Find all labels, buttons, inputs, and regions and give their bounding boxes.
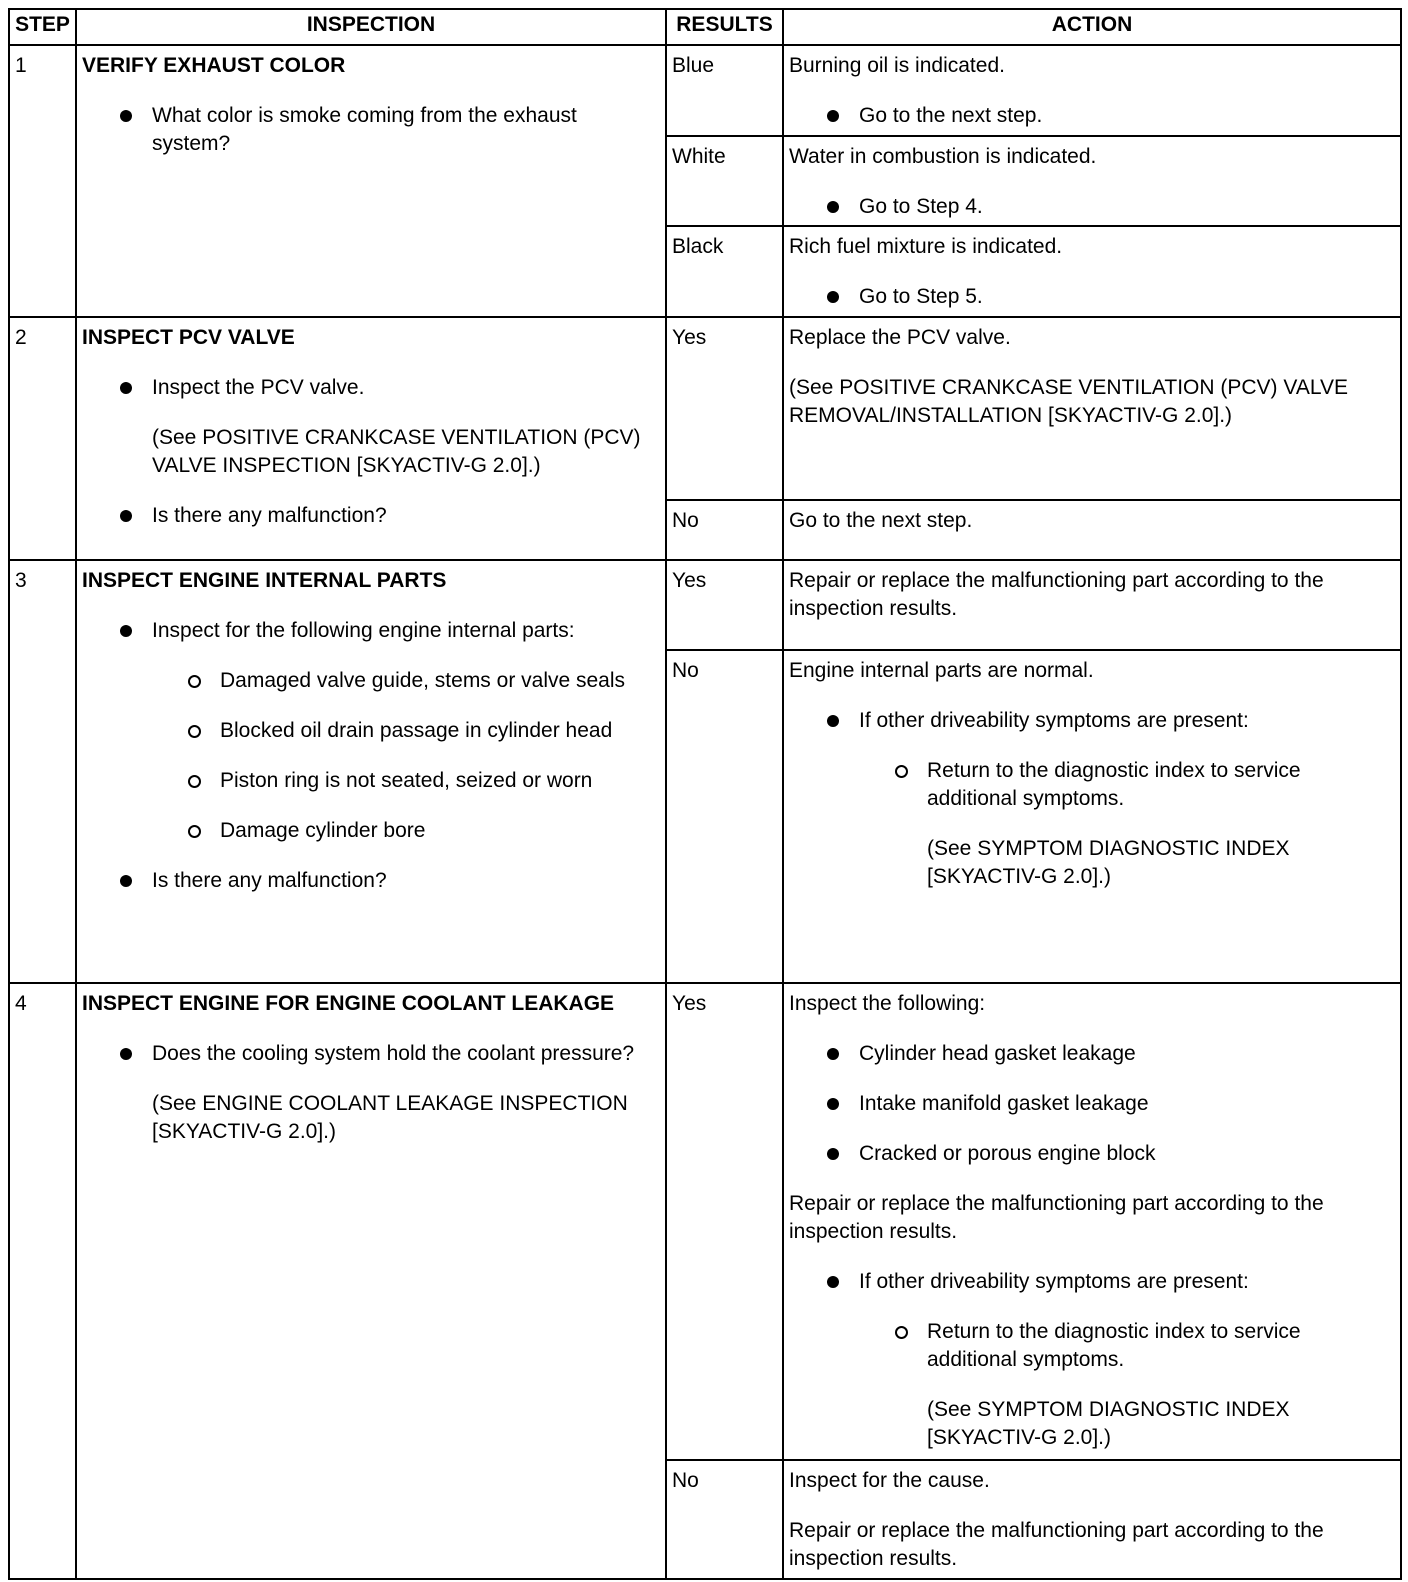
- circle-bullet-icon: [188, 775, 201, 788]
- diagnostic-table: [8, 8, 1402, 1580]
- list-item: Inspect the PCV valve.: [82, 374, 660, 402]
- step-number: 2: [9, 317, 76, 561]
- step-title: INSPECT ENGINE FOR ENGINE COOLANT LEAKAGE: [82, 992, 615, 1016]
- list-item: Go to Step 5.: [789, 283, 1395, 311]
- bullet-icon: [827, 1276, 839, 1288]
- inspection-cell: [76, 317, 666, 561]
- action-cell: Go to the next step.: [783, 500, 1401, 560]
- bullet-icon: [827, 110, 839, 122]
- table-row: [9, 560, 1401, 650]
- inspection-cell: [76, 560, 666, 983]
- sub-list-item: Return to the diagnostic index to service additional symptoms.: [789, 1318, 1395, 1374]
- action-cell: Water in combustion is indicated. Go to Step 4.: [783, 136, 1401, 227]
- bullet-icon: [827, 1148, 839, 1160]
- action-cell: Repair or replace the malfunctioning part according to the inspection results.: [783, 560, 1401, 650]
- bullet-icon: [827, 1098, 839, 1110]
- sub-list-item: Piston ring is not seated, seized or worn: [82, 767, 660, 795]
- reference-text: (See SYMPTOM DIAGNOSTIC INDEX [SKYACTIV-G 2.0].): [927, 1398, 1290, 1450]
- circle-bullet-icon: [188, 725, 201, 738]
- action-cell: Engine internal parts are normal. If other driveability symptoms are present: Return to the diagnostic index to service additional symptoms. (See SYMPTOM DIAGNOSTIC INDEX [SKYACTIV-G 2.0].): [783, 650, 1401, 983]
- step-title: INSPECT ENGINE INTERNAL PARTS: [82, 569, 447, 593]
- bullet-icon: [120, 382, 132, 394]
- table-row: [9, 983, 1401, 1460]
- header-step: STEP: [9, 9, 76, 45]
- sub-list-item: Damage cylinder bore: [82, 817, 660, 845]
- header-results: RESULTS: [666, 9, 783, 45]
- table-row: [9, 45, 1401, 136]
- result-cell: Blue: [666, 45, 783, 136]
- action-cell: Replace the PCV valve. (See POSITIVE CRANKCASE VENTILATION (PCV) VALVE REMOVAL/INSTALLATION [SKYACTIV-G 2.0].): [783, 317, 1401, 500]
- list-item: Intake manifold gasket leakage: [789, 1090, 1395, 1118]
- step-title: INSPECT PCV VALVE: [82, 325, 295, 349]
- bullet-icon: [120, 1048, 132, 1060]
- list-item: Go to the next step.: [789, 102, 1395, 130]
- sub-list-item: Damaged valve guide, stems or valve seals: [82, 667, 660, 695]
- result-cell: Black: [666, 226, 783, 317]
- header-action: ACTION: [783, 9, 1401, 45]
- reference-text: (See POSITIVE CRANKCASE VENTILATION (PCV) VALVE INSPECTION [SKYACTIV-G 2.0].): [152, 425, 641, 477]
- action-cell: Rich fuel mixture is indicated. Go to Step 5.: [783, 226, 1401, 317]
- circle-bullet-icon: [895, 765, 908, 778]
- list-item: Inspect for the following engine internal parts:: [82, 617, 660, 645]
- circle-bullet-icon: [188, 825, 201, 838]
- result-cell: Yes: [666, 317, 783, 500]
- inspection-cell: [76, 983, 666, 1579]
- step-number: 3: [9, 560, 76, 983]
- list-item: If other driveability symptoms are present:: [789, 707, 1395, 735]
- step-number: 1: [9, 45, 76, 317]
- bullet-icon: [120, 110, 132, 122]
- bullet-icon: [827, 201, 839, 213]
- list-item: Go to Step 4.: [789, 193, 1395, 221]
- action-cell: Burning oil is indicated. Go to the next step.: [783, 45, 1401, 136]
- action-cell: Inspect the following: Cylinder head gasket leakage Intake manifold gasket leakage Cracked or porous engine block Repair or replace the malfunctioning part according to the inspection results. If other driveability symptoms are present: Return to the diagnostic index to service additional symptoms. (See SYMPTOM DIAGNOSTIC INDEX [SKYACTIV-G 2.0].): [783, 983, 1401, 1460]
- step-number: 4: [9, 983, 76, 1579]
- reference-text: (See SYMPTOM DIAGNOSTIC INDEX [SKYACTIV-G 2.0].): [927, 837, 1290, 888]
- list-item: If other driveability symptoms are present:: [789, 1268, 1395, 1296]
- list-item: Does the cooling system hold the coolant pressure?: [82, 1040, 660, 1068]
- header-inspection: INSPECTION: [76, 9, 666, 45]
- bullet-icon: [120, 625, 132, 637]
- header-row: [9, 9, 1401, 45]
- sub-list-item: Return to the diagnostic index to service additional symptoms.: [789, 757, 1395, 813]
- table-row: [9, 317, 1401, 500]
- result-cell: White: [666, 136, 783, 227]
- result-cell: No: [666, 1460, 783, 1579]
- list-item: Cylinder head gasket leakage: [789, 1040, 1395, 1068]
- circle-bullet-icon: [895, 1326, 908, 1339]
- list-item: What color is smoke coming from the exhaust system?: [82, 102, 660, 158]
- list-item: Is there any malfunction?: [82, 867, 660, 895]
- bullet-icon: [827, 1048, 839, 1060]
- reference-text: (See POSITIVE CRANKCASE VENTILATION (PCV) VALVE REMOVAL/INSTALLATION [SKYACTIV-G 2.0].): [789, 375, 1348, 427]
- bullet-icon: [827, 291, 839, 303]
- circle-bullet-icon: [188, 675, 201, 688]
- list-item: Cracked or porous engine block: [789, 1140, 1395, 1168]
- action-cell: Inspect for the cause. Repair or replace the malfunctioning part according to the inspection results.: [783, 1460, 1401, 1579]
- result-cell: Yes: [666, 560, 783, 650]
- sub-list-item: Blocked oil drain passage in cylinder head: [82, 717, 660, 745]
- bullet-icon: [120, 875, 132, 887]
- result-cell: No: [666, 650, 783, 983]
- bullet-icon: [120, 510, 132, 522]
- result-cell: Yes: [666, 983, 783, 1460]
- bullet-icon: [827, 715, 839, 727]
- reference-text: (See ENGINE COOLANT LEAKAGE INSPECTION [SKYACTIV-G 2.0].): [152, 1092, 628, 1144]
- step-title: VERIFY EXHAUST COLOR: [82, 54, 346, 78]
- result-cell: No: [666, 500, 783, 560]
- list-item: Is there any malfunction?: [82, 502, 660, 530]
- inspection-cell: [76, 45, 666, 317]
